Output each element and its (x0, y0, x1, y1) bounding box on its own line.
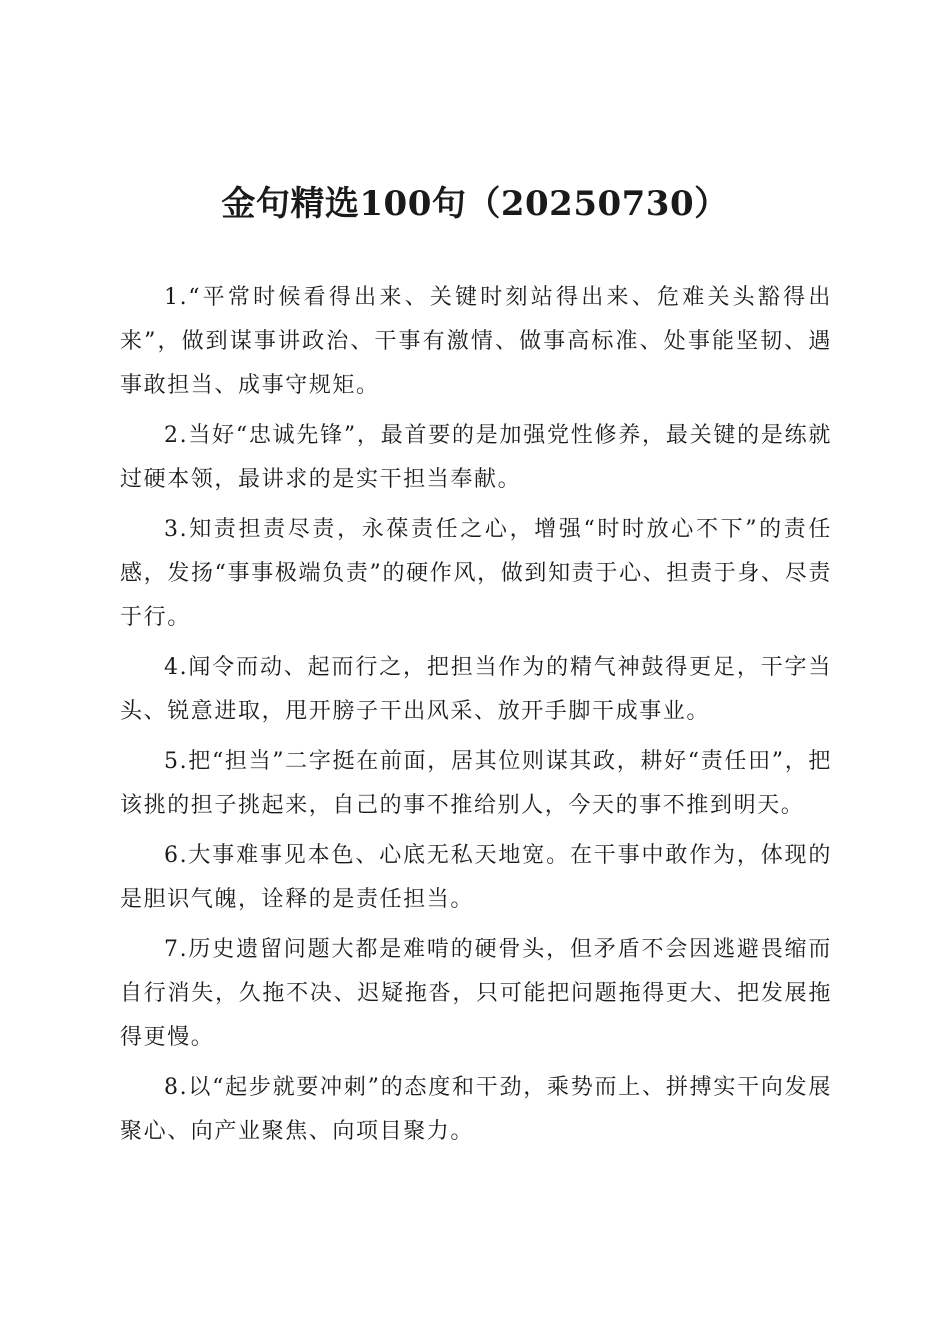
paragraph-7: 7.历史遗留问题大都是难啃的硬骨头，但矛盾不会因逃避畏缩而自行消失，久拖不决、迟疑拖沓，只可能把问题拖得更大、把发展拖得更慢。 (120, 937, 832, 1050)
paragraph-5: 5.把“担当”二字挺在前面，居其位则谋其政，耕好“责任田”，把该挑的担子挑起来，自己的事不推给别人，今天的事不推到明天。 (120, 749, 832, 818)
paragraph-6: 6.大事难事见本色、心底无私天地宽。在干事中敢作为，体现的是胆识气魄，诠释的是责任担当。 (120, 843, 832, 912)
paragraph-3: 3.知责担责尽责，永葆责任之心，增强“时时放心不下”的责任感，发扬“事事极端负责”的硬作风，做到知责于心、担责于身、尽责于行。 (120, 517, 832, 630)
paragraph-2: 2.当好“忠诚先锋”，最首要的是加强党性修养，最关键的是练就过硬本领，最讲求的是实干担当奉献。 (120, 423, 832, 492)
paragraph-8: 8.以“起步就要冲刺”的态度和干劲，乘势而上、拼搏实干向发展聚心、向产业聚焦、向项目聚力。 (120, 1075, 832, 1144)
paragraph-1: 1.“平常时候看得出来、关键时刻站得出来、危难关头豁得出来”，做到谋事讲政治、干事有激情、做事高标准、处事能坚韧、遇事敢担当、成事守规矩。 (120, 285, 832, 398)
document-body (120, 276, 832, 1160)
paragraph-4: 4.闻令而动、起而行之，把担当作为的精气神鼓得更足，干字当头、锐意进取，甩开膀子干出风采、放开手脚干成事业。 (120, 655, 832, 724)
document-title: 金句精选100句（20250730） (221, 184, 729, 224)
